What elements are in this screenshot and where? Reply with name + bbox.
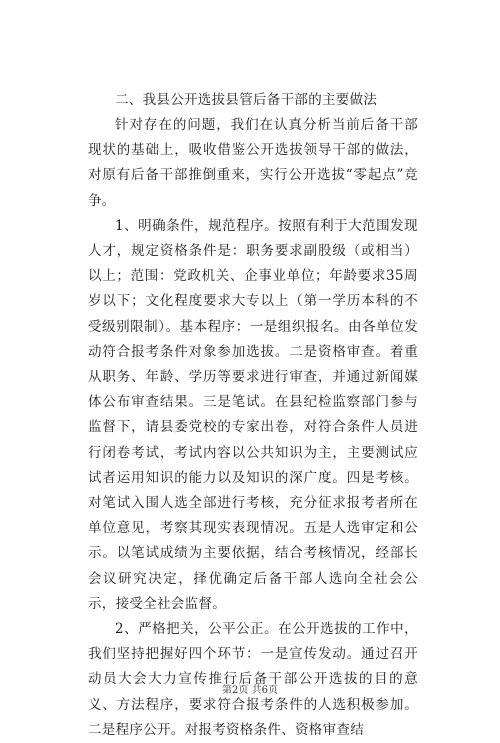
paragraph-intro: 针对存在的问题，我们在认真分析当前后备干部现状的基础上，吸收借鉴公开选拔领导干部的做法，对原有后备干部推倒重来，实行公开选拔“零起点”竞争。: [88, 117, 418, 209]
document-body: [88, 88, 418, 743]
paragraph-conditions-procedure: 1、明确条件，规范程序。按照有利于大范围发现人才，规定资格条件是：职务要求副股级（或相当）以上；范围：党政机关、企事业单位；年龄要求35周岁以下；文化程度要求大专以上（第一学历本科的不受级别限制）。基本程序：一是组织报名。由各单位发动符合报考条件对象参加选拔。二是资格审查。着重从职务、年龄、学历等要求进行审查，并通过新闻媒体公布审查结果。三是笔试。在县纪检监察部门参与监督下，请县委党校的专家出卷，对符合条件人员进行闭卷考试，考试内容以公共知识为主，主要测试应试者运用知识的能力以及知识的深广度。四是考核。对笔试入围人选全部进行考核，充分征求报考者所在单位意见，考察其现实表现情况。五是人选审定和公示。以笔试成绩为主要依据，结合考核情况，经部长会议研究决定，择优确定后备干部人选向全社会公示，接受全社会监督。: [88, 217, 418, 612]
section-heading: 二、我县公开选拔县管后备干部的主要做法: [115, 92, 378, 108]
paragraph-strict-control: 2、严格把关，公平公正。在公开选拔的工作中，我们坚持把握好四个环节：一是宣传发动。通过召开动员大会大力宣传推行后备干部公开选拔的目的意义、方法程序，要求符合报考条件的人选积极参加。二是程序公开。对报考资格条件、资格审查结: [88, 621, 418, 738]
page-number-footer: 第2页 共6页: [222, 685, 278, 696]
